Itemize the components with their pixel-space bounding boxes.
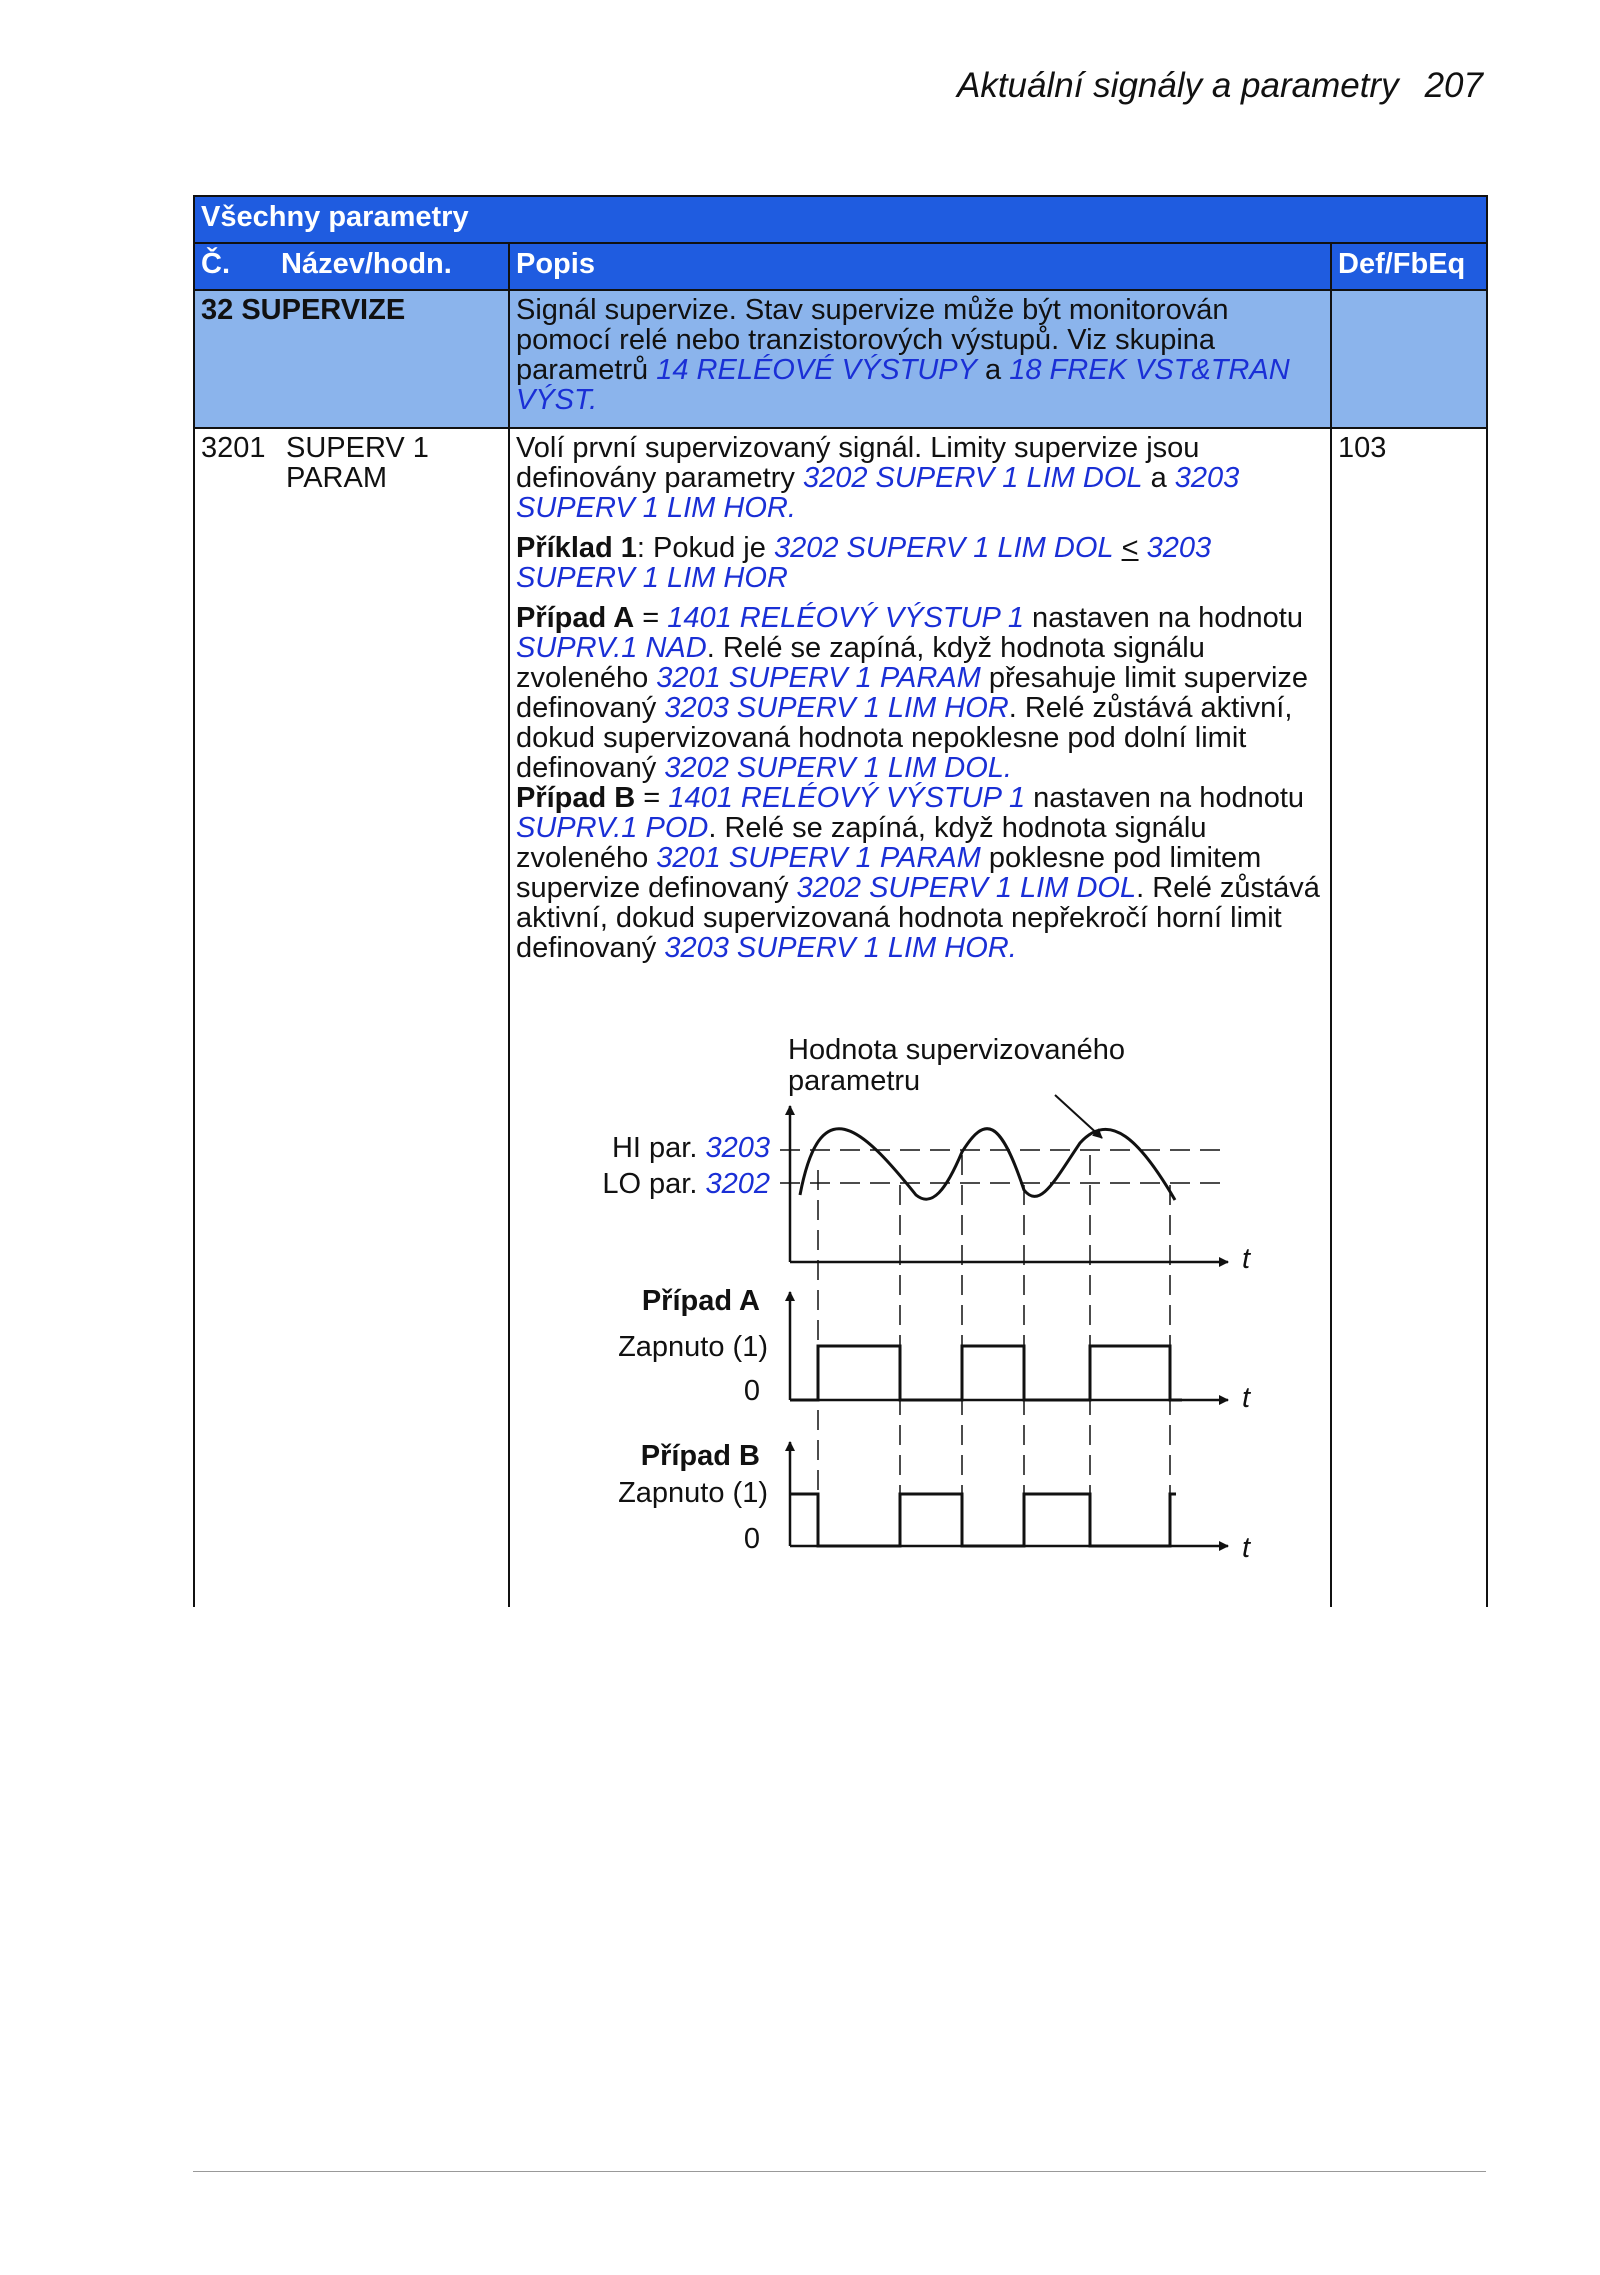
- footer-divider: [193, 2171, 1486, 2172]
- lo-par-text: LO par.: [602, 1168, 706, 1200]
- link-3202-a[interactable]: 3202 SUPERV 1 LIM DOL: [664, 752, 1004, 784]
- link-3203-b[interactable]: 3203 SUPERV 1 LIM HOR: [664, 932, 1009, 964]
- hi-par-ref: 3203: [705, 1132, 770, 1164]
- case-b-off-label: 0: [743, 1523, 760, 1555]
- case-b-text-1: nastaven na hodnotu: [1025, 782, 1305, 814]
- link-3201-a[interactable]: 3201 SUPERV 1 PARAM: [656, 662, 981, 694]
- case-a-label: Případ A: [516, 602, 635, 634]
- column-header-name: Název/hodn.: [281, 248, 452, 280]
- t-label-3: t: [1242, 1532, 1251, 1564]
- page-number: 207: [1424, 66, 1483, 105]
- column-header-no: Č.: [201, 248, 230, 280]
- case-a-text-2: . Relé se zapíná, když hodnota signálu zvoleného: [516, 632, 1205, 694]
- intro-text: Volí první supervizovaný signál. Limity supervize jsou definovány parametry: [516, 432, 1200, 494]
- lo-par-label: [602, 1168, 770, 1200]
- parameter-default: 103: [1331, 428, 1487, 1607]
- group-name: 32 SUPERVIZE: [194, 290, 509, 428]
- case-a-diagram-label: Případ A: [641, 1285, 760, 1317]
- group-desc-end: .: [589, 384, 598, 416]
- callout-arrow: [1055, 1095, 1102, 1138]
- case-a-waveform: [790, 1346, 1182, 1400]
- case-b-label: Případ B: [516, 782, 636, 814]
- group-desc-text: Signál supervize. Stav supervize může být monitorován pomocí relé nebo tranzistorových výstupů. Viz skupina parametrů: [516, 294, 1229, 386]
- case-a-text-5: .: [1003, 752, 1012, 784]
- table-title: Všechny parametry: [194, 196, 1487, 243]
- case-a-off-label: 0: [743, 1375, 760, 1407]
- signal-label-line-1: Hodnota supervizovaného: [788, 1034, 1125, 1066]
- case-b-on-label: Zapnuto (1): [618, 1477, 768, 1509]
- link-3203-example[interactable]: 3203 SUPERV 1 LIM HOR: [516, 532, 1212, 594]
- group-desc-and: a: [976, 354, 1010, 386]
- signal-label-line-2: parametru: [788, 1065, 921, 1097]
- example-text: : Pokud je: [636, 532, 774, 564]
- hi-par-text: HI par.: [611, 1132, 706, 1164]
- t-label-2: t: [1242, 1382, 1251, 1414]
- signal-curve: [800, 1129, 1175, 1200]
- column-header-def: Def/FbEq: [1331, 243, 1487, 290]
- case-b-eq: =: [635, 782, 669, 814]
- link-freq-input[interactable]: 18 FREK VST&TRAN VÝST: [516, 354, 1290, 416]
- case-a-text-3: přesahuje limit supervize definovaný: [516, 662, 1309, 724]
- link-3202-example[interactable]: 3202 SUPERV 1 LIM DOL: [773, 532, 1114, 564]
- case-b-text-3: poklesne pod limitem supervize definovaný: [516, 842, 1262, 904]
- header-title: Aktuální signály a parametry: [956, 66, 1399, 105]
- case-a-on-label: Zapnuto (1): [618, 1331, 768, 1363]
- case-b-diagram-label: Případ B: [640, 1440, 760, 1472]
- column-header-desc: Popis: [509, 243, 1331, 290]
- link-3201-b[interactable]: 3201 SUPERV 1 PARAM: [656, 842, 981, 874]
- case-b-waveform: [790, 1494, 1176, 1546]
- case-b-text-4: . Relé zůstává aktivní, dokud supervizovaná hodnota nepřekročí horní limit definovaný: [516, 872, 1320, 964]
- case-a-eq: =: [634, 602, 668, 634]
- hi-par-label: [612, 1132, 770, 1164]
- t-label-1: t: [1242, 1243, 1251, 1275]
- case-b-text-2: . Relé se zapíná, když hodnota signálu zvoleného: [516, 812, 1207, 874]
- case-b-text-5: .: [1008, 932, 1017, 964]
- case-a-text-1: nastaven na hodnotu: [1024, 602, 1303, 634]
- example-label: Příklad 1: [516, 532, 637, 564]
- lo-par-ref: 3202: [705, 1168, 770, 1200]
- intro-end: .: [787, 492, 796, 524]
- parameter-number: 3201: [201, 432, 266, 464]
- link-suprv-nad[interactable]: SUPRV.1 NAD: [516, 632, 707, 664]
- link-3202[interactable]: 3202 SUPERV 1 LIM DOL: [802, 462, 1143, 494]
- parameter-name: SUPERV 1 PARAM: [286, 432, 429, 494]
- link-suprv-pod[interactable]: SUPRV.1 POD: [516, 812, 709, 844]
- link-3203[interactable]: 3203 SUPERV 1 LIM HOR: [516, 462, 1240, 524]
- case-a-text-4: . Relé zůstává aktivní, dokud supervizovaná hodnota nepoklesne pod dolní limit definovaný: [516, 692, 1293, 784]
- intro-and: a: [1142, 462, 1175, 494]
- link-3202-b[interactable]: 3202 SUPERV 1 LIM DOL: [796, 872, 1137, 904]
- less-equal-sign: <: [1121, 532, 1139, 564]
- link-1401-a[interactable]: 1401 RELÉOVÝ VÝSTUP 1: [667, 602, 1024, 634]
- link-1401-b[interactable]: 1401 RELÉOVÝ VÝSTUP 1: [668, 782, 1026, 814]
- link-relay-outputs[interactable]: 14 RELÉOVÉ VÝSTUPY: [656, 354, 977, 386]
- link-3203-a[interactable]: 3203 SUPERV 1 LIM HOR: [664, 692, 1009, 724]
